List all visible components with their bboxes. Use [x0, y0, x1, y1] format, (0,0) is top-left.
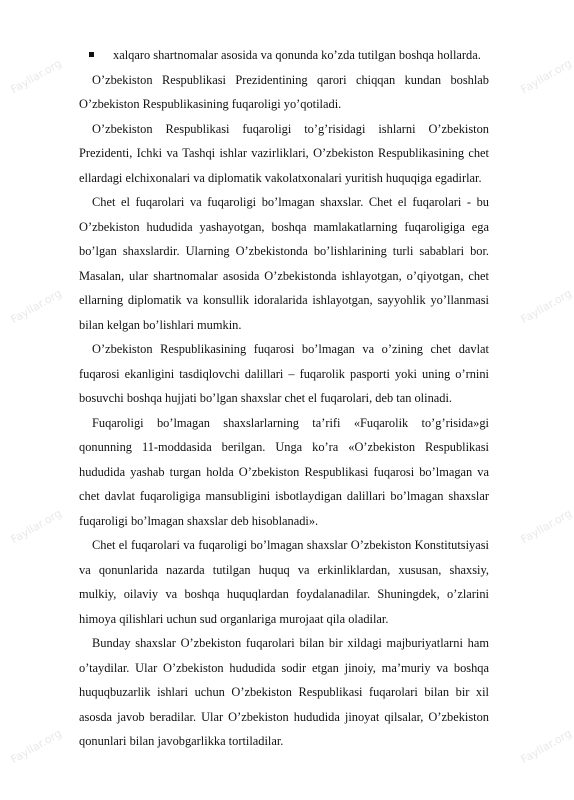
- watermark: Fayllar.org: [8, 286, 64, 327]
- watermark: Fayllar.org: [8, 56, 64, 97]
- watermark: Fayllar.org: [8, 506, 64, 547]
- watermark: Fayllar.org: [518, 286, 574, 327]
- paragraph: Fuqaroligi bo’lmagan shaxslarlarning ta’rifi «Fuqarolik to’g’risida»gi qonunning 11-moddasida berilgan. Unga ko’ra «O’zbekiston Respublikasi hududida yashab turgan holda O’zbekiston Respublikasi fuqarosi bo’lmagan va chet davlat fuqaroligiga mansubligini isbotlaydigan dalillari bo’lmagan shaxslar fuqaroligi bo’lmagan shaxslar deb hisoblanadi».: [79, 415, 489, 528]
- watermark: Fayllar.org: [8, 726, 64, 767]
- paragraph: Chet el fuqarolari va fuqaroligi bo’lmagan shaxslar O’zbekiston Konstitutsiyasi va qonunlarida nazarda tutilgan huquq va erkinliklardan, xususan, shaxsiy, mulkiy, oilaviy va boshqa huquqlardan foydalanadilar. Shuningdek, o’zlarini himoya qilishlari uchun sud organlariga murojaat qila oladilar.: [79, 538, 489, 626]
- document-body: [79, 43, 489, 754]
- watermark: Fayllar.org: [518, 506, 574, 547]
- paragraph: O’zbekiston Respublikasi Prezidentining qarori chiqqan kundan boshlab O’zbekiston Respublikasining fuqaroligi yo’qotiladi.: [79, 72, 489, 111]
- paragraph: O’zbekiston Respublikasining fuqarosi bo’lmagan va o’zining chet davlat fuqarosi ekanligini tasdiqlovchi dalillari – fuqarolik pasporti yoki uning o’rnini bosuvchi boshqa hujjati bo’lgan shaxslar chet el fuqarolari, deb tan olinadi.: [79, 342, 489, 405]
- paragraph: Bunday shaxslar O’zbekiston fuqarolari bilan bir xildagi majburiyatlarni ham o’taydilar. Ular O’zbekiston hududida sodir etgan jinoiy, ma’muriy va boshqa huquqbuzarlik ishlari uchun O’zbekiston Respublikasi fuqarolari bilan bir xil asosda javob beradilar. Ular O’zbekiston hududida jinoyat qilsalar, O’zbekiston qonunlari bilan javobgarlikka tortiladilar.: [79, 636, 489, 748]
- paragraph: Chet el fuqarolari va fuqaroligi bo’lmagan shaxslar. Chet el fuqarolari - bu O’zbekiston hududida yashayotgan, boshqa mamlakatlarning fuqaroligiga ega bo’lgan shaxslardir. Ularning O’zbekistonda bo’lishlarining turli sabablari bor. Masalan, ular shartnomalar asosida O’zbekistonda ishlayotgan, o’qiyotgan, chet ellarning diplomatik va konsullik idoralarida ishlayotgan, sayyohlik yo’llanmasi bilan kelgan bo’lishlari mumkin.: [79, 195, 489, 332]
- square-bullet-icon: [89, 52, 94, 57]
- bullet-list-item: [79, 43, 489, 68]
- watermark: Fayllar.org: [518, 56, 574, 97]
- paragraph: O’zbekiston Respublikasi fuqaroligi to’g’risidagi ishlarni O’zbekiston Prezidenti, Ichki va Tashqi ishlar vazirliklari, O’zbekiston Respublikasining chet ellardagi elchixonalari va diplomatik vakolatxonalari yuritish huquqiga egadirlar.: [79, 121, 489, 185]
- bullet-item-text: xalqaro shartnomalar asosida va qonunda ko’zda tutilgan boshqa hollarda.: [113, 48, 481, 62]
- watermark: Fayllar.org: [518, 726, 574, 767]
